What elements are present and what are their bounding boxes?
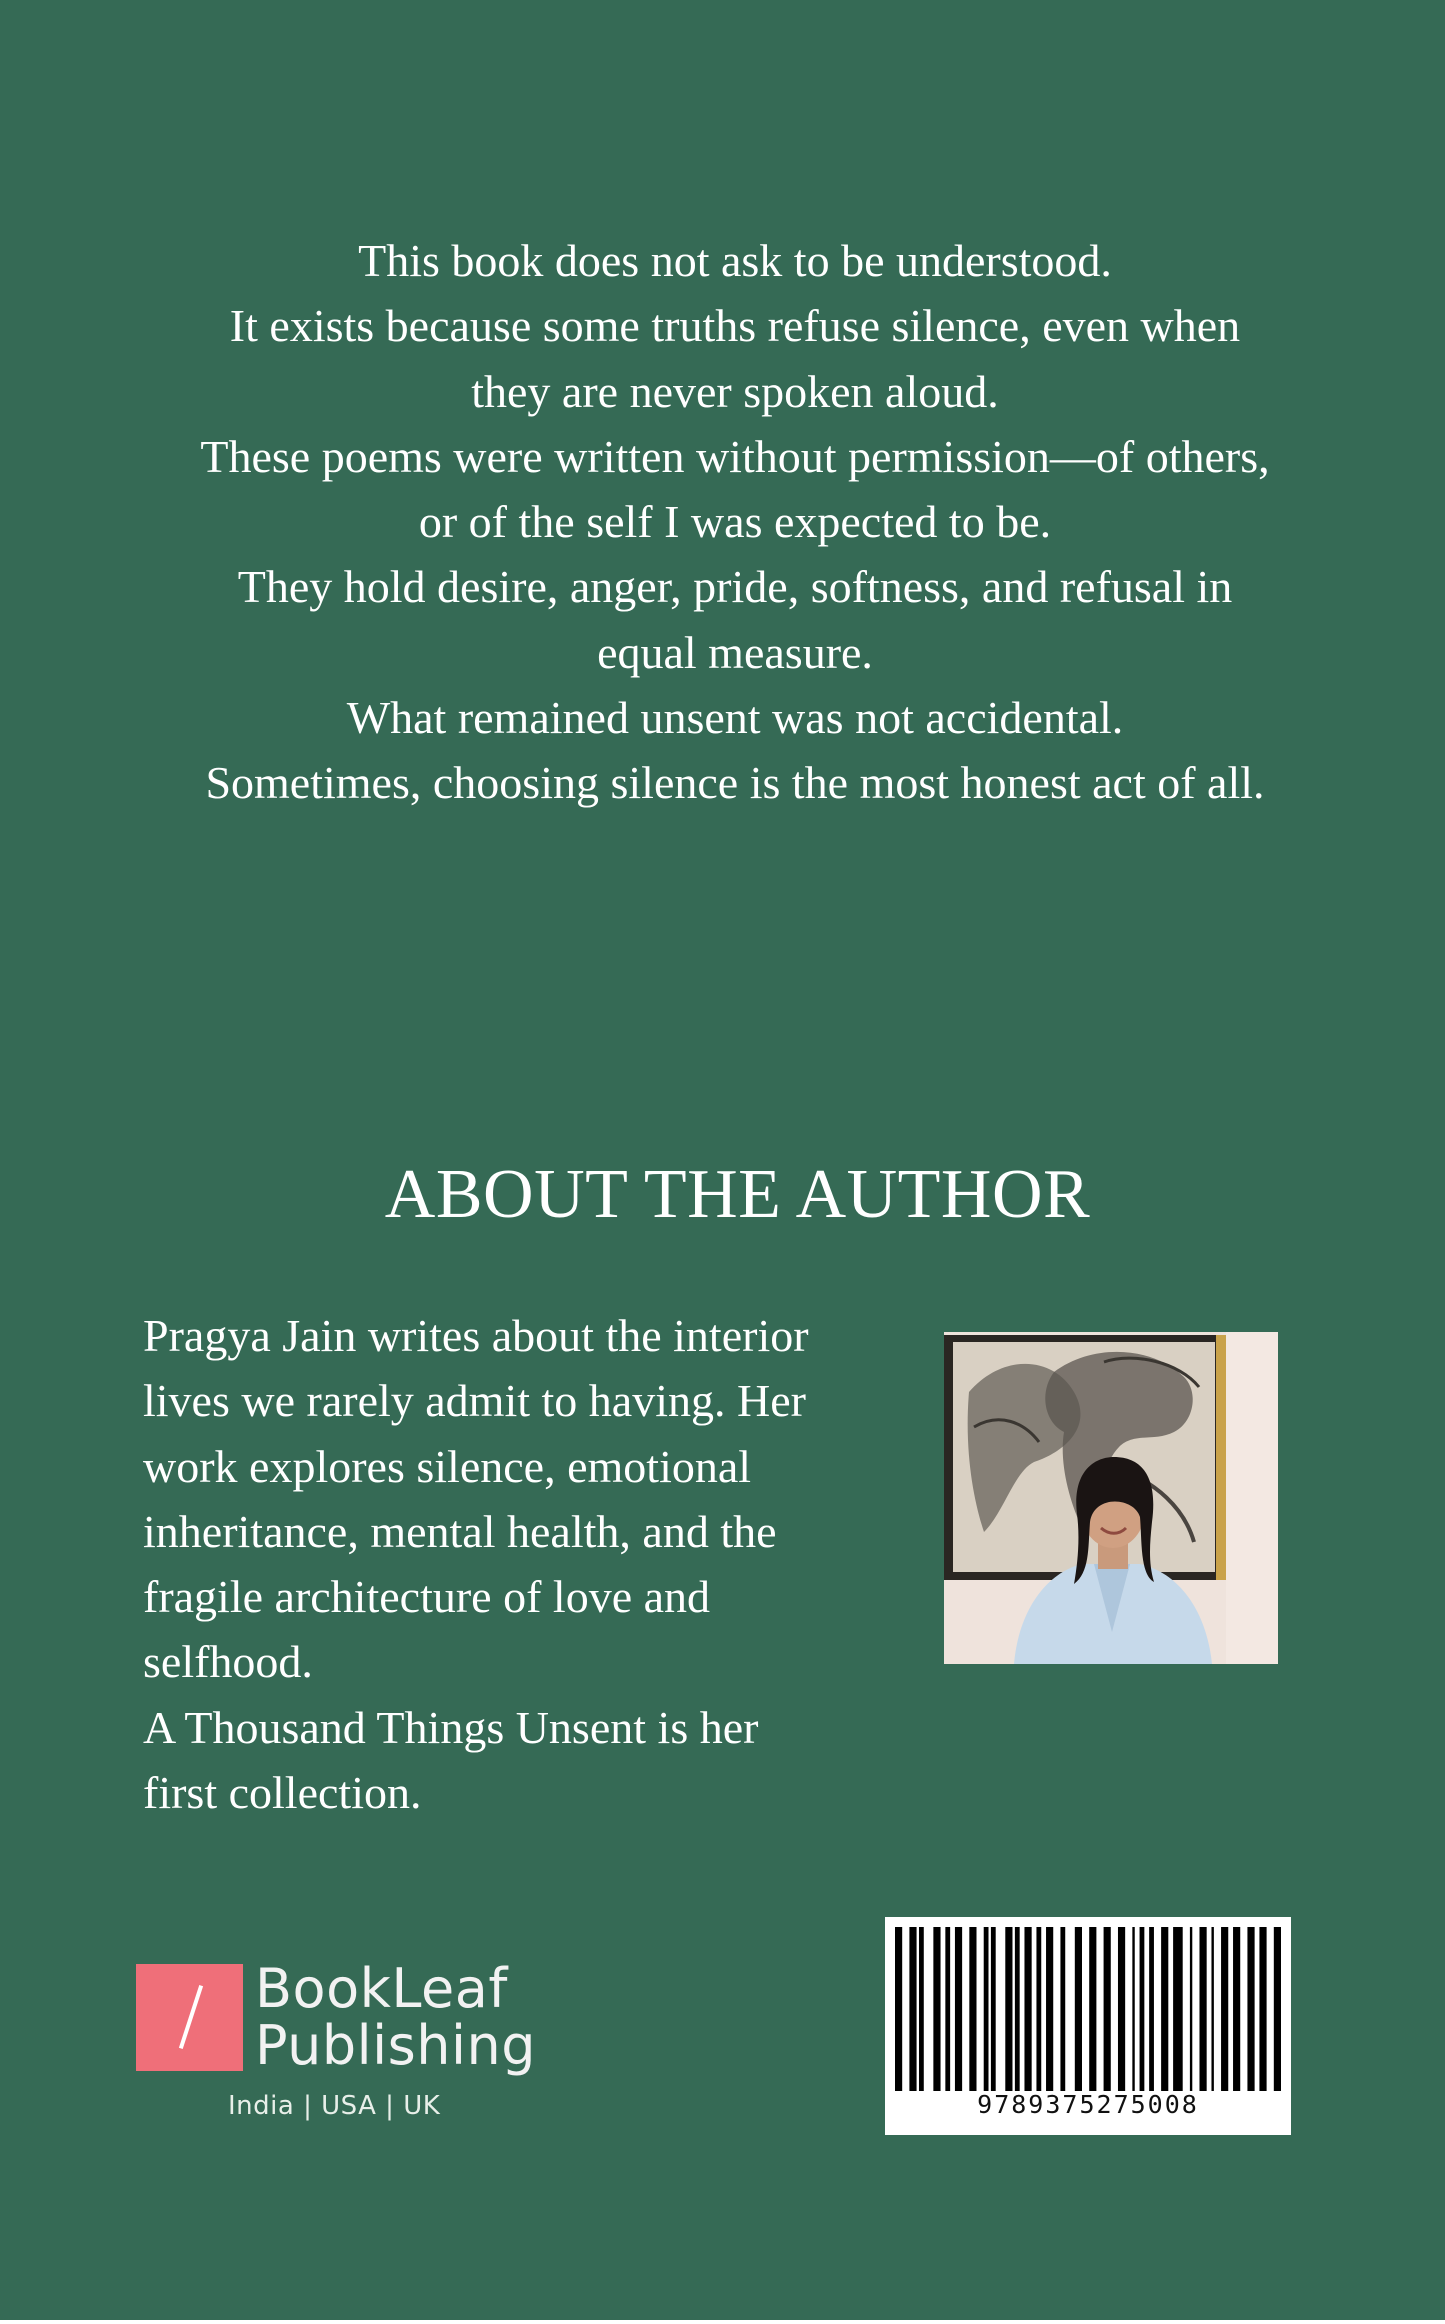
publisher-regions: India | USA | UK bbox=[228, 2091, 441, 2121]
blurb-line: Sometimes, choosing silence is the most honest act of all. bbox=[205, 757, 1265, 809]
blurb-line: This book does not ask to be understood. bbox=[358, 235, 1112, 286]
blurb-line: What remained unsent was not accidental. bbox=[346, 692, 1124, 744]
barcode-bar bbox=[1274, 1927, 1281, 2091]
blurb-line: they are never spoken aloud. bbox=[471, 365, 999, 417]
barcode-bar bbox=[1211, 1927, 1213, 2091]
bio-line: A Thousand Things Unsent is her bbox=[143, 1701, 759, 1753]
author-portrait-icon bbox=[944, 1332, 1278, 1664]
bio-line: first collection. bbox=[143, 1767, 422, 1819]
barcode-bar bbox=[933, 1927, 940, 2091]
barcode-bar bbox=[1118, 1927, 1125, 2091]
publisher-logo-mark bbox=[136, 1964, 243, 2071]
barcode-bar bbox=[1132, 1927, 1134, 2091]
barcode-bar bbox=[955, 1927, 962, 2091]
barcode-bar bbox=[1046, 1927, 1053, 2091]
slash-icon bbox=[179, 1985, 203, 2049]
barcode-bar bbox=[1075, 1927, 1082, 2091]
barcode-bar bbox=[1036, 1927, 1041, 2091]
barcode-bar bbox=[969, 1927, 976, 2091]
barcode-bar bbox=[1259, 1927, 1266, 2091]
isbn-number: 9789375275008 bbox=[977, 2090, 1199, 2119]
barcode-bar bbox=[1089, 1927, 1096, 2091]
author-photo bbox=[944, 1332, 1278, 1664]
publisher-name-line2: Publishing bbox=[255, 2014, 536, 2077]
bio-line: fragile architecture of love and bbox=[143, 1571, 711, 1623]
blurb-line: They hold desire, anger, pride, softness, and refusal in bbox=[237, 561, 1233, 613]
barcode-bar bbox=[1005, 1927, 1012, 2091]
barcode-bar bbox=[1221, 1927, 1228, 2091]
barcode-bar bbox=[919, 1927, 924, 2091]
publisher-logo bbox=[136, 1957, 536, 2134]
bio-line: selfhood. bbox=[143, 1636, 313, 1688]
barcode-bar bbox=[1015, 1927, 1020, 2091]
barcode-bar bbox=[1060, 1927, 1065, 2091]
barcode-bar bbox=[909, 1927, 916, 2091]
about-author-heading: ABOUT THE AUTHOR bbox=[384, 1156, 1091, 1233]
barcode-bar bbox=[1233, 1927, 1240, 2091]
barcode-bar bbox=[1161, 1927, 1168, 2091]
blurb-line: equal measure. bbox=[597, 626, 873, 678]
bio-line: inheritance, mental health, and the bbox=[143, 1505, 777, 1557]
bio-line: work explores silence, emotional bbox=[143, 1440, 752, 1492]
barcode-bar bbox=[1190, 1927, 1192, 2091]
bio-line: Pragya Jain writes about the interior bbox=[143, 1310, 809, 1361]
barcode-bar bbox=[1247, 1927, 1254, 2091]
blurb-line: It exists because some truths refuse silence, even when bbox=[229, 300, 1241, 352]
barcode-bar bbox=[1140, 1927, 1145, 2091]
barcode-bar bbox=[1199, 1927, 1206, 2091]
barcode-bar bbox=[1149, 1927, 1154, 2091]
book-blurb bbox=[120, 228, 1350, 816]
bio-line: lives we rarely admit to having. Her bbox=[143, 1375, 806, 1427]
barcode-bar bbox=[991, 1927, 996, 2091]
blurb-line: These poems were written without permission—of others, bbox=[200, 430, 1270, 482]
barcode-bar bbox=[895, 1927, 902, 2091]
author-bio bbox=[143, 1303, 903, 1825]
barcode-bar bbox=[1173, 1927, 1183, 2091]
blurb-line: or of the self I was expected to be. bbox=[418, 496, 1052, 548]
barcode-bar bbox=[984, 1927, 989, 2091]
barcode-bar bbox=[945, 1927, 950, 2091]
barcode-icon bbox=[895, 1927, 1281, 2091]
barcode-bar bbox=[1104, 1927, 1111, 2091]
isbn-barcode bbox=[885, 1917, 1291, 2135]
publisher-name-line1: BookLeaf bbox=[255, 1957, 508, 2020]
barcode-bar bbox=[1024, 1927, 1031, 2091]
